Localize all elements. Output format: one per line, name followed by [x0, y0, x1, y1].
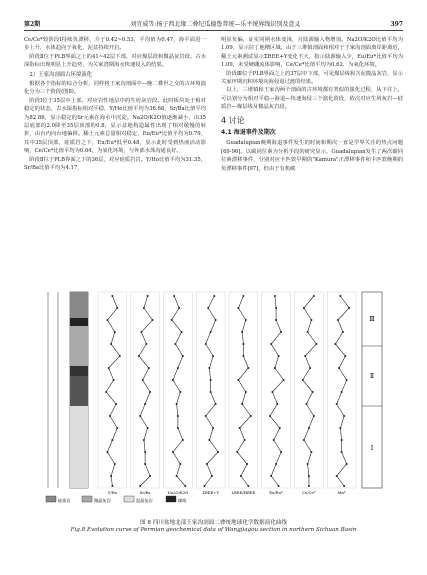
- curve-point: [250, 415, 252, 417]
- curve-point: [247, 485, 249, 487]
- curve-point: [245, 391, 247, 393]
- curve-point: [206, 463, 208, 465]
- curve-point: [178, 307, 180, 309]
- curve-point: [115, 403, 117, 405]
- curve-point: [242, 295, 244, 297]
- curve-point: [148, 367, 150, 369]
- paragraph: Guadalupian晚期海退事件发生的时间和期次一直是学界关注的热点问题[69-96]。以碳同位素为分析手段的研究显示，Guadalupian发生了两次碳同位素漂移事件，分别对应卡匹敦早期的"Kamura"正漂移事件和卡匹敦晚期的负漂移事件[97]，但由于有机碳: [221, 140, 403, 172]
- curve-point: [182, 439, 184, 441]
- curve-point: [211, 475, 213, 477]
- curve-point: [337, 319, 339, 321]
- curve-point: [139, 415, 141, 417]
- curve-line: [172, 296, 186, 486]
- legend-swatch: [46, 496, 56, 502]
- lith-layer: [70, 326, 88, 366]
- curve-point: [237, 379, 239, 381]
- curve-point: [245, 319, 247, 321]
- curve-point: [111, 439, 113, 441]
- paragraph: 阶段Ⅱ位于PLB界面之上的41~42层下部，对应煤层段和微晶灰岩段。古水深指标出现明显上升趋势，为关家湾期海水快速侵入的结果。: [24, 53, 206, 69]
- curve-point: [307, 331, 309, 333]
- column-label: Ce/Ce*: [302, 490, 316, 495]
- legend-swatch: [166, 496, 176, 502]
- curve-point: [205, 343, 207, 345]
- curve-point: [276, 403, 278, 405]
- geochem-figure: [40, 286, 390, 512]
- curve-point: [184, 485, 186, 487]
- curve-point: [241, 331, 243, 333]
- legend-label: 微晶灰岩: [94, 498, 111, 503]
- curve-point: [303, 307, 305, 309]
- stage-label: Ⅱ: [369, 373, 375, 380]
- curve-point: [113, 379, 115, 381]
- curve-point: [247, 367, 249, 369]
- curve-point: [242, 355, 244, 357]
- stage-label: Ⅰ: [370, 445, 374, 452]
- curve-panel: [327, 292, 356, 488]
- curve-point: [208, 439, 210, 441]
- curve-point: [152, 319, 154, 321]
- legend-label: 泥晶灰岩: [136, 498, 153, 503]
- curve-point: [308, 427, 310, 429]
- curve-point: [177, 427, 179, 429]
- curve-point: [341, 391, 343, 393]
- curve-line: [335, 296, 349, 486]
- curve-point: [109, 415, 111, 417]
- column-labels: [107, 490, 346, 495]
- column-label: Eu/Eu*: [269, 490, 283, 495]
- paragraph: 根据各个指标的综合分析，同样将王家沟剖面中—晚二叠世之交的古环境演化分为三个阶段(图8)。: [24, 81, 206, 96]
- section-heading: 4 讨论: [221, 115, 245, 125]
- curve-point: [174, 343, 176, 345]
- curve-point: [278, 355, 280, 357]
- curve-point: [217, 451, 219, 453]
- curve-line: [237, 296, 251, 486]
- right-column: [221, 36, 403, 173]
- curve-point: [114, 331, 116, 333]
- page-number: 397: [390, 21, 403, 28]
- curve-point: [343, 485, 345, 487]
- curve-point: [111, 485, 113, 487]
- curve-point: [116, 307, 118, 309]
- legend-label: 煤线: [178, 498, 187, 503]
- curve-point: [207, 307, 209, 309]
- curve-point: [144, 463, 146, 465]
- curve-point: [177, 367, 179, 369]
- curve-point: [149, 391, 151, 393]
- curve-point: [275, 307, 277, 309]
- curve-point: [346, 379, 348, 381]
- curve-point: [203, 485, 205, 487]
- curve-point: [215, 319, 217, 321]
- curve-point: [140, 331, 142, 333]
- curve-panel: [229, 292, 258, 488]
- curve-point: [110, 475, 112, 477]
- curve-point: [105, 391, 107, 393]
- column-label: Sr/Ba: [139, 490, 151, 495]
- figure-8: [40, 286, 390, 512]
- curve-point: [308, 475, 310, 477]
- column-label: Y/Ho: [107, 490, 118, 495]
- curve-point: [171, 319, 173, 321]
- curve-point: [313, 415, 315, 417]
- curve-point: [339, 427, 341, 429]
- curve-point: [336, 475, 338, 477]
- curve-point: [139, 485, 141, 487]
- curve-line: [204, 296, 218, 486]
- curve-point: [210, 379, 212, 381]
- legend-swatch: [82, 496, 92, 502]
- curve-point: [346, 463, 348, 465]
- curve-point: [280, 451, 282, 453]
- curve-point: [283, 379, 285, 381]
- paragraph: 以上，三堆镇和王家沟两个剖面的古环境都有类似的演化过程，从下往上，可以划分为相对平稳—海退—快速海侵三个演化阶段，依次对应生屑灰岩—硅质岩—煤层线及微晶灰岩段。: [221, 87, 403, 111]
- figure-caption-en: Fig.8 Evolution curve of Permian geochemical data of Wangjiagou section in northern Sichuan Basin: [70, 527, 357, 533]
- lith-layer: [70, 292, 88, 318]
- column-label: ΣREE+Y: [202, 490, 219, 495]
- header-rule: [24, 30, 403, 31]
- curve-panel: [262, 292, 291, 488]
- curve-point: [176, 403, 178, 405]
- curve-point: [176, 475, 178, 477]
- subsection-heading: 4.1 海退事件及期次: [221, 129, 276, 137]
- stage-label: Ⅲ: [369, 316, 375, 323]
- curve-line: [303, 296, 317, 486]
- curve-point: [179, 463, 181, 465]
- curve-point: [240, 475, 242, 477]
- curve-point: [213, 295, 215, 297]
- curve-point: [177, 415, 179, 417]
- curve-point: [172, 379, 174, 381]
- curve-point: [106, 451, 108, 453]
- issue-number: 第2期: [24, 21, 41, 28]
- curve-point: [173, 295, 175, 297]
- legend-label: 硅质岩: [58, 498, 71, 503]
- curve-point: [280, 331, 282, 333]
- curve-point: [304, 355, 306, 357]
- paragraph: 阶段Ⅰ位于35层中上部，对应岩性地层中的生屑灰岩段。此时板块处于相对稳定的状态，古水深指标相对平稳，Y/Ho比值平均为36.68，Sr/Ba比值平均为82.86，显示稳定的Sr元素在海水中沉淀。Na2O/K2O值逐渐减小，由35层底部的2.0降至35层顶部的0.8，显示盆地构造属性出现了相对缓慢的转折，由台内向台地偏移。稀土元素总量相对稳定，Eu/Eu*比值平均为0.79，其中35层顶部，硅质岩之下，Eu/Eu*低至0.48，显示此时受到热液活动影响，Ce/Ce*比值平均为0.64，为氧化环境，与外部水体沟通良好。: [24, 97, 206, 155]
- curve-point: [275, 319, 277, 321]
- lith-layer: [70, 406, 88, 488]
- curve-point: [114, 463, 116, 465]
- curve-point: [147, 295, 149, 297]
- curve-point: [242, 343, 244, 345]
- curve-point: [210, 331, 212, 333]
- curve-line: [106, 296, 120, 486]
- curve-point: [142, 379, 144, 381]
- curve-point: [110, 343, 112, 345]
- figure-caption-cn: 图 8 四川盆地北部王家沟剖面二叠统地球化学数据演化曲线: [140, 520, 287, 526]
- curve-point: [274, 295, 276, 297]
- column-label: LREE/HREE: [231, 490, 256, 495]
- curve-point: [338, 367, 340, 369]
- curve-point: [334, 343, 336, 345]
- curve-point: [208, 367, 210, 369]
- curve-point: [269, 415, 271, 417]
- paragraph: 阶段Ⅱ位于PLB界面之下的36层，对应硅质岩岩。Y/Ho比值平均为31.35，Sr/Ba比值平均为4.17，: [24, 156, 206, 172]
- lith-layer: [70, 366, 88, 376]
- left-column: [24, 36, 206, 173]
- curve-point: [144, 451, 146, 453]
- curve-point: [270, 343, 272, 345]
- curve-point: [312, 391, 314, 393]
- curve-point: [239, 427, 241, 429]
- curve-point: [244, 439, 246, 441]
- lith-layer: [70, 318, 88, 326]
- paragraph: 阶段Ⅲ位于PLB界面之上的37层中下部，可见煤层线和含泥微晶灰岩，显示关家坪期沉积环境向海侵退过渡的结果。: [221, 70, 403, 86]
- curve-point: [182, 355, 184, 357]
- curve-point: [236, 451, 238, 453]
- curve-point: [313, 295, 315, 297]
- curve-point: [303, 439, 305, 441]
- curve-point: [172, 451, 174, 453]
- curve-point: [241, 403, 243, 405]
- curve-point: [237, 307, 239, 309]
- curve-point: [106, 319, 108, 321]
- curve-point: [143, 439, 145, 441]
- curve-point: [343, 415, 345, 417]
- curve-panel: [98, 292, 127, 488]
- curve-panel: [164, 292, 193, 488]
- column-label: Mn*: [337, 490, 346, 495]
- legend: [46, 496, 187, 504]
- curve-point: [341, 439, 343, 441]
- curve-panel: [295, 292, 324, 488]
- curve-point: [145, 343, 147, 345]
- curve-point: [147, 427, 149, 429]
- curve-point: [278, 485, 280, 487]
- curve-point: [339, 295, 341, 297]
- curve-point: [116, 427, 118, 429]
- curve-point: [212, 355, 214, 357]
- curve-point: [205, 415, 207, 417]
- lith-layer: [70, 376, 88, 406]
- curve-point: [270, 475, 272, 477]
- curve-point: [348, 307, 350, 309]
- legend-swatch: [124, 496, 134, 502]
- curve-point: [274, 367, 276, 369]
- curve-point: [210, 391, 212, 393]
- curve-point: [308, 485, 310, 487]
- subsection-heading: 2）王家沟剖面古环境演化: [29, 71, 93, 78]
- curve-point: [212, 427, 214, 429]
- curve-point: [309, 367, 311, 369]
- curve-point: [305, 403, 307, 405]
- curve-point: [273, 439, 275, 441]
- curve-point: [111, 295, 113, 297]
- curve-point: [344, 355, 346, 357]
- curve-point: [119, 355, 121, 357]
- curve-point: [341, 451, 343, 453]
- curve-point: [342, 331, 344, 333]
- curve-panels: [98, 292, 356, 488]
- paragraph: Ce/Ce*较阶段Ⅰ持续负漂移，介于0.42~0.53，平均值为0.47，海平面进一步上升，水体趋向于氧化，泥盆持续开启。: [24, 37, 206, 52]
- curve-point: [143, 307, 145, 309]
- curve-point: [302, 379, 304, 381]
- running-header: [24, 14, 403, 28]
- running-title: 刘宜威等:扬子西北缘二叠纪瓜德鲁普统—乐平统界线识别及意义: [130, 21, 301, 28]
- curve-point: [144, 403, 146, 405]
- curve-point: [246, 463, 248, 465]
- curve-point: [138, 355, 140, 357]
- curve-point: [149, 475, 151, 477]
- curve-line: [270, 296, 284, 486]
- curve-line: [139, 296, 153, 486]
- curve-point: [181, 331, 183, 333]
- curve-point: [215, 403, 217, 405]
- paragraph: 明显负偏，证实同期水体变浅，且陆源输入物增加。Na2O/K2O比值平均为1.09，显示拉丁地槽区域。由于三堆镇剖面和相对于王家沟剖面离岸距离近，稀土元素测试显示ΣREE+Y变化不大，指示陆源输入少，Eu/Eu*比值平均为1.09，未受硬硼流体影响，Ce/Ce*比值平均为0.62，为氧化环境。: [221, 37, 403, 69]
- curve-point: [108, 367, 110, 369]
- curve-point: [279, 427, 281, 429]
- curve-point: [310, 451, 312, 453]
- curve-point: [307, 463, 309, 465]
- curve-point: [310, 319, 312, 321]
- curve-point: [275, 463, 277, 465]
- curve-point: [179, 391, 181, 393]
- curve-point: [315, 343, 317, 345]
- curve-point: [336, 403, 338, 405]
- column-label: Na2O/K2O: [167, 490, 189, 495]
- curve-point: [271, 391, 273, 393]
